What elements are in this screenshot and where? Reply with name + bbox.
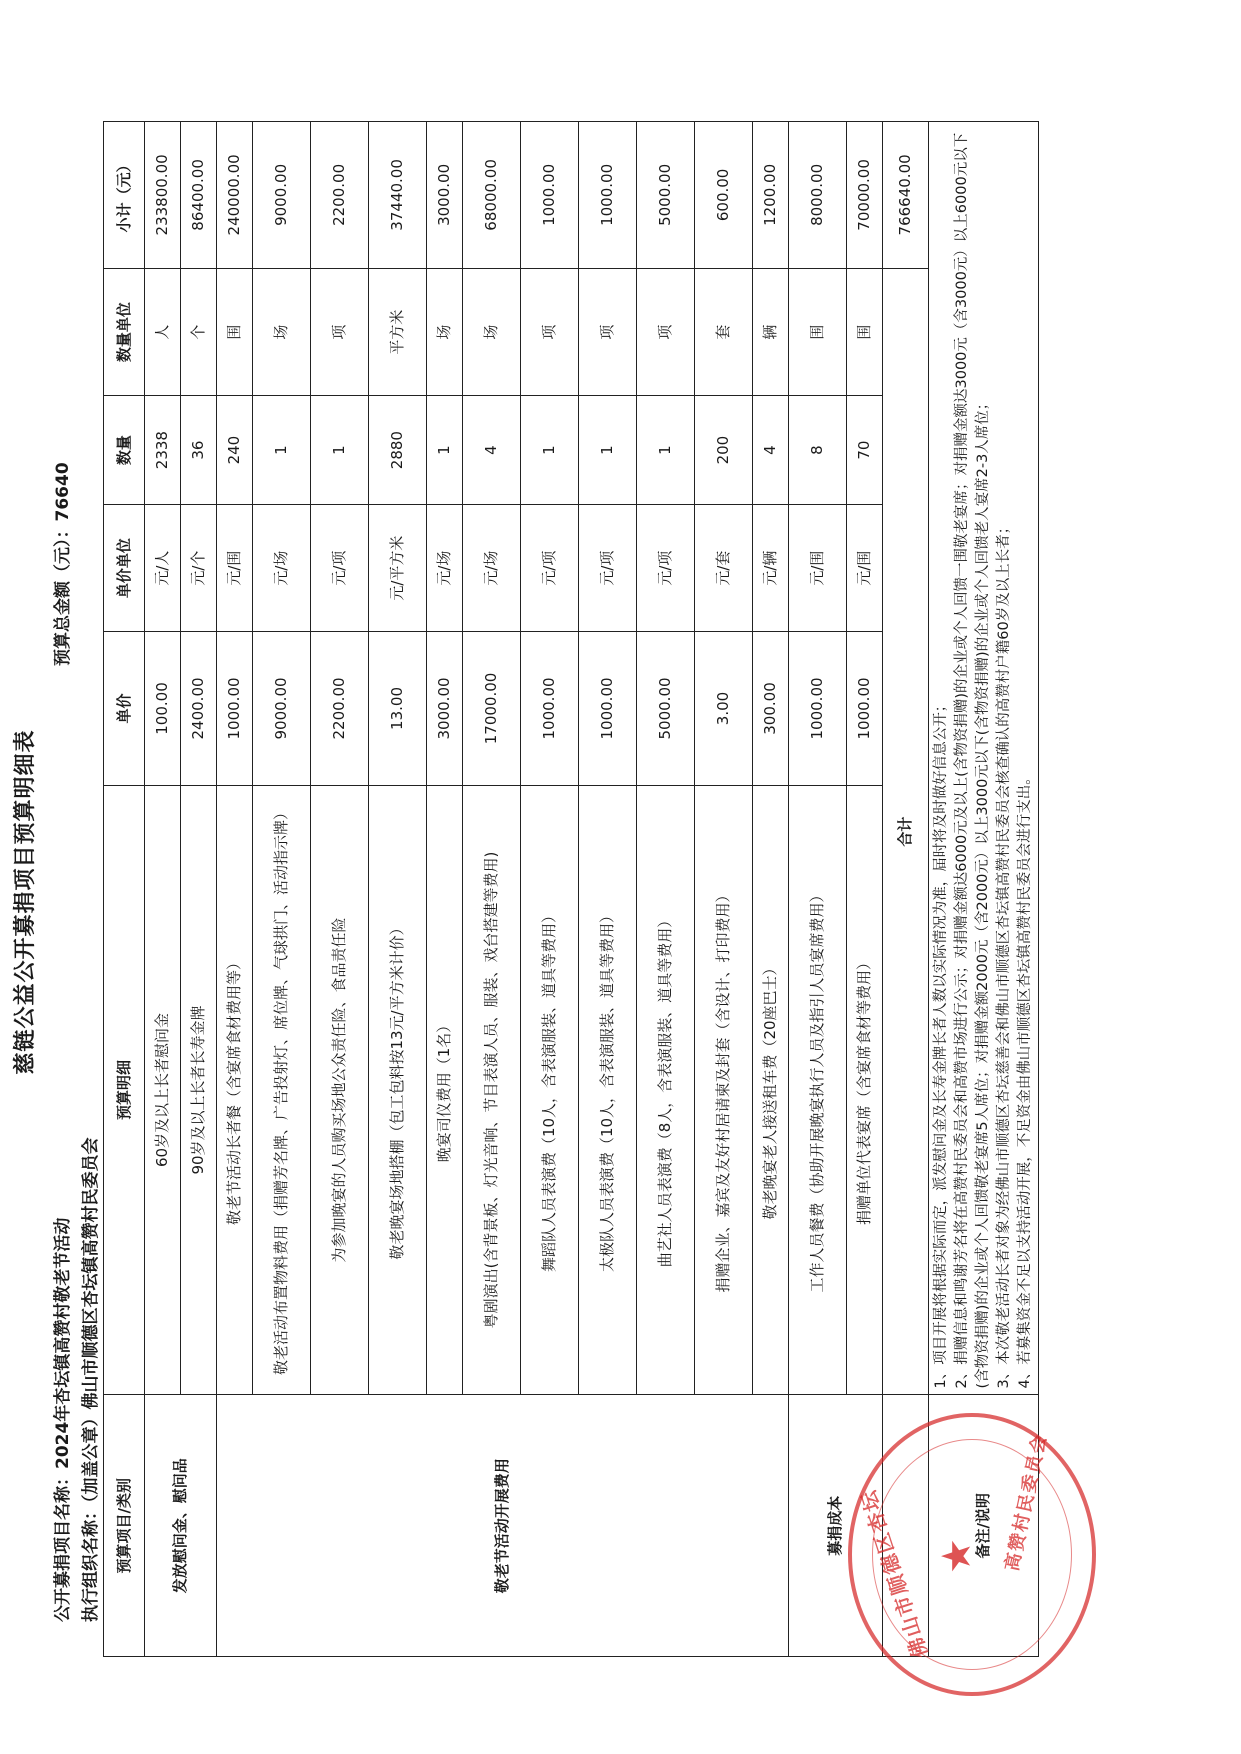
note-item: 1、项目开展将根据实际而定，派发慰问金及长寿金牌长者人数以实际情况为准，届时将及时做好信息公开； — [933, 697, 949, 1389]
subtotal-cell: 1000.00 — [579, 122, 637, 269]
col-category: 预算项目/类别 — [104, 1395, 145, 1657]
detail-cell: 敬老节活动长者餐（含宴席食材费用等） — [217, 785, 253, 1395]
detail-cell: 捐赠企业、嘉宾及友好村居请柬及封套（含设计、打印费用） — [695, 785, 753, 1395]
qty-unit-cell: 围 — [847, 268, 883, 396]
price-unit-cell: 元/辆 — [753, 504, 789, 632]
subtotal-cell: 86400.00 — [181, 122, 217, 269]
price-cell: 100.00 — [145, 632, 181, 785]
project-name: 公开募捐项目名称：2024年杏坛镇高赞村敬老节活动 — [53, 1217, 73, 1622]
qty-unit-cell: 项 — [637, 268, 695, 396]
table-row — [217, 122, 253, 1657]
price-cell: 9000.00 — [253, 632, 311, 785]
subtotal-cell: 2200.00 — [311, 122, 369, 269]
qty-cell: 1 — [427, 396, 463, 504]
qty-unit-cell: 项 — [521, 268, 579, 396]
notes-content — [929, 122, 1039, 1395]
col-qty-unit: 数量单位 — [104, 268, 145, 396]
price-cell: 3.00 — [695, 632, 753, 785]
subtotal-cell: 9000.00 — [253, 122, 311, 269]
qty-unit-cell: 辆 — [753, 268, 789, 396]
table-row — [145, 122, 181, 1657]
subtotal-cell: 37440.00 — [369, 122, 427, 269]
price-unit-cell: 元/平方米 — [369, 504, 427, 632]
qty-unit-cell: 围 — [217, 268, 253, 396]
price-unit-cell: 元/项 — [579, 504, 637, 632]
qty-cell: 240 — [217, 396, 253, 504]
qty-unit-cell: 场 — [427, 268, 463, 396]
price-unit-cell: 元/项 — [637, 504, 695, 632]
price-unit-cell: 元/个 — [181, 504, 217, 632]
seal-text-bottom: 高赞村民委员会 — [1001, 1431, 1052, 1573]
qty-cell: 1 — [311, 396, 369, 504]
detail-cell: 粤剧演出(含背景板、灯光音响、节目表演人员、服装、戏台搭建等费用) — [463, 785, 521, 1395]
detail-cell: 90岁及以上长者长寿金牌 — [181, 785, 217, 1395]
subtotal-cell: 233800.00 — [145, 122, 181, 269]
qty-cell: 8 — [789, 396, 847, 504]
qty-cell: 200 — [695, 396, 753, 504]
price-cell: 3000.00 — [427, 632, 463, 785]
price-cell: 1000.00 — [847, 632, 883, 785]
qty-unit-cell: 项 — [579, 268, 637, 396]
col-subtotal: 小计（元） — [104, 122, 145, 269]
price-unit-cell: 元/人 — [145, 504, 181, 632]
notes-label: 备注/说明 — [929, 1395, 1039, 1657]
detail-cell: 曲艺社人员表演费（8人，含表演服装、道具等费用） — [637, 785, 695, 1395]
price-cell: 1000.00 — [521, 632, 579, 785]
note-item: 3、本次敬老活动长者对象为经佛山市顺德区杏坛慈善会和佛山市顺德区杏坛镇高赞村民委员会核查确认的高赞村户籍60岁及以上长者； — [996, 519, 1013, 1389]
price-cell: 1000.00 — [579, 632, 637, 785]
col-qty: 数量 — [104, 396, 145, 504]
subtotal-cell: 5000.00 — [637, 122, 695, 269]
price-cell: 17000.00 — [463, 632, 521, 785]
price-unit-cell: 元/项 — [521, 504, 579, 632]
qty-cell: 1 — [637, 396, 695, 504]
price-unit-cell: 元/场 — [253, 504, 311, 632]
qty-unit-cell: 人 — [145, 268, 181, 396]
detail-cell: 敬老晚宴老人接送租车费（20座巴士） — [753, 785, 789, 1395]
subtotal-cell: 70000.00 — [847, 122, 883, 269]
notes-row — [929, 122, 1039, 1657]
detail-cell: 太极队人员表演费（10人，含表演服装、道具等费用） — [579, 785, 637, 1395]
detail-cell: 敬老活动布置物料费用（捐赠芳名牌、广告投射灯、席位牌、气球拱门、活动指示牌） — [253, 785, 311, 1395]
qty-cell: 70 — [847, 396, 883, 504]
price-cell: 2400.00 — [181, 632, 217, 785]
seal-text-top: 佛山市顺德区杏坛 — [855, 1486, 933, 1661]
qty-cell: 1 — [521, 396, 579, 504]
price-unit-cell: 元/围 — [847, 504, 883, 632]
price-cell: 300.00 — [753, 632, 789, 785]
subtotal-cell: 1200.00 — [753, 122, 789, 269]
subtotal-cell: 600.00 — [695, 122, 753, 269]
category-cell: 敬老节活动开展费用 — [217, 1395, 789, 1657]
detail-cell: 敬老晚宴场地搭棚（包工包料按13元/平方米计价） — [369, 785, 427, 1395]
detail-cell: 为参加晚宴的人员购买场地公众责任险、食品责任险 — [311, 785, 369, 1395]
price-cell: 5000.00 — [637, 632, 695, 785]
budget-table — [103, 121, 1039, 1657]
subtotal-cell: 3000.00 — [427, 122, 463, 269]
price-unit-cell: 元/围 — [789, 504, 847, 632]
category-cell: 发放慰问金、慰问品 — [145, 1395, 217, 1657]
table-header-row — [104, 122, 145, 1657]
qty-cell: 4 — [753, 396, 789, 504]
price-unit-cell: 元/场 — [463, 504, 521, 632]
sum-empty-cell — [883, 1395, 929, 1657]
subtotal-cell: 1000.00 — [521, 122, 579, 269]
col-price-unit: 单价单位 — [104, 504, 145, 632]
col-price: 单价 — [104, 632, 145, 785]
qty-unit-cell: 场 — [463, 268, 521, 396]
qty-unit-cell: 套 — [695, 268, 753, 396]
table-row — [789, 122, 847, 1657]
page-title: 慈链公益公开募捐项目预算明细表 — [13, 729, 38, 1075]
detail-cell: 60岁及以上长者慰问金 — [145, 785, 181, 1395]
price-cell: 1000.00 — [217, 632, 253, 785]
qty-unit-cell: 个 — [181, 268, 217, 396]
seal-star-icon: ★ — [934, 1538, 980, 1574]
price-unit-cell: 元/项 — [311, 504, 369, 632]
detail-cell: 捐赠单位代表宴席（含宴席食材等费用） — [847, 785, 883, 1395]
organization-name: 执行组织名称：（加盖公章）佛山市顺德区杏坛镇高赞村民委员会 — [81, 1137, 101, 1622]
detail-cell: 晚宴司仪费用（1名） — [427, 785, 463, 1395]
price-unit-cell: 元/场 — [427, 504, 463, 632]
qty-unit-cell: 围 — [789, 268, 847, 396]
qty-cell: 1 — [579, 396, 637, 504]
note-item: 4、若募集资金不足以支持活动开展，不足资金由佛山市顺德区杏坛镇高赞村民委员会进行支出。 — [1017, 770, 1034, 1389]
sum-row — [883, 122, 929, 1657]
qty-cell: 2880 — [369, 396, 427, 504]
qty-unit-cell: 平方米 — [369, 268, 427, 396]
price-unit-cell: 元/套 — [695, 504, 753, 632]
qty-cell: 4 — [463, 396, 521, 504]
detail-cell: 工作人员餐费（协助开展晚宴执行人员及指引人员宴席费用） — [789, 785, 847, 1395]
subtotal-cell: 240000.00 — [217, 122, 253, 269]
detail-cell: 舞蹈队人员表演费（10人，含表演服装、道具等费用） — [521, 785, 579, 1395]
qty-cell: 1 — [253, 396, 311, 504]
qty-cell: 2338 — [145, 396, 181, 504]
sum-value: 766640.00 — [883, 122, 929, 269]
qty-unit-cell: 项 — [311, 268, 369, 396]
price-cell: 2200.00 — [311, 632, 369, 785]
subtotal-cell: 8000.00 — [789, 122, 847, 269]
total-amount: 预算总金额（元）：76640 — [53, 462, 73, 666]
sum-label: 合计 — [883, 268, 929, 1395]
subtotal-cell: 68000.00 — [463, 122, 521, 269]
category-cell: 募捐成本 — [789, 1395, 883, 1657]
qty-cell: 36 — [181, 396, 217, 504]
qty-unit-cell: 场 — [253, 268, 311, 396]
note-item: 2、捐赠信息和鸣谢芳名将在高赞村民委员会和高赞市场进行公示；对捐赠金额达6000元及以上(含物资捐赠)的企业或个人回馈一围敬老宴席；对捐赠金额达3000元（含3000元）以上6000元以下(含物资捐赠)的企业或个人回馈敬老宴席5人席位；对捐赠金额2000元（含2000元）以上3000元以下(含物资捐赠)的企业或个人回馈老人宴席2-3人席位； — [954, 132, 992, 1389]
price-cell: 1000.00 — [789, 632, 847, 785]
price-unit-cell: 元/围 — [217, 504, 253, 632]
price-cell: 13.00 — [369, 632, 427, 785]
col-detail: 预算明细 — [104, 785, 145, 1395]
